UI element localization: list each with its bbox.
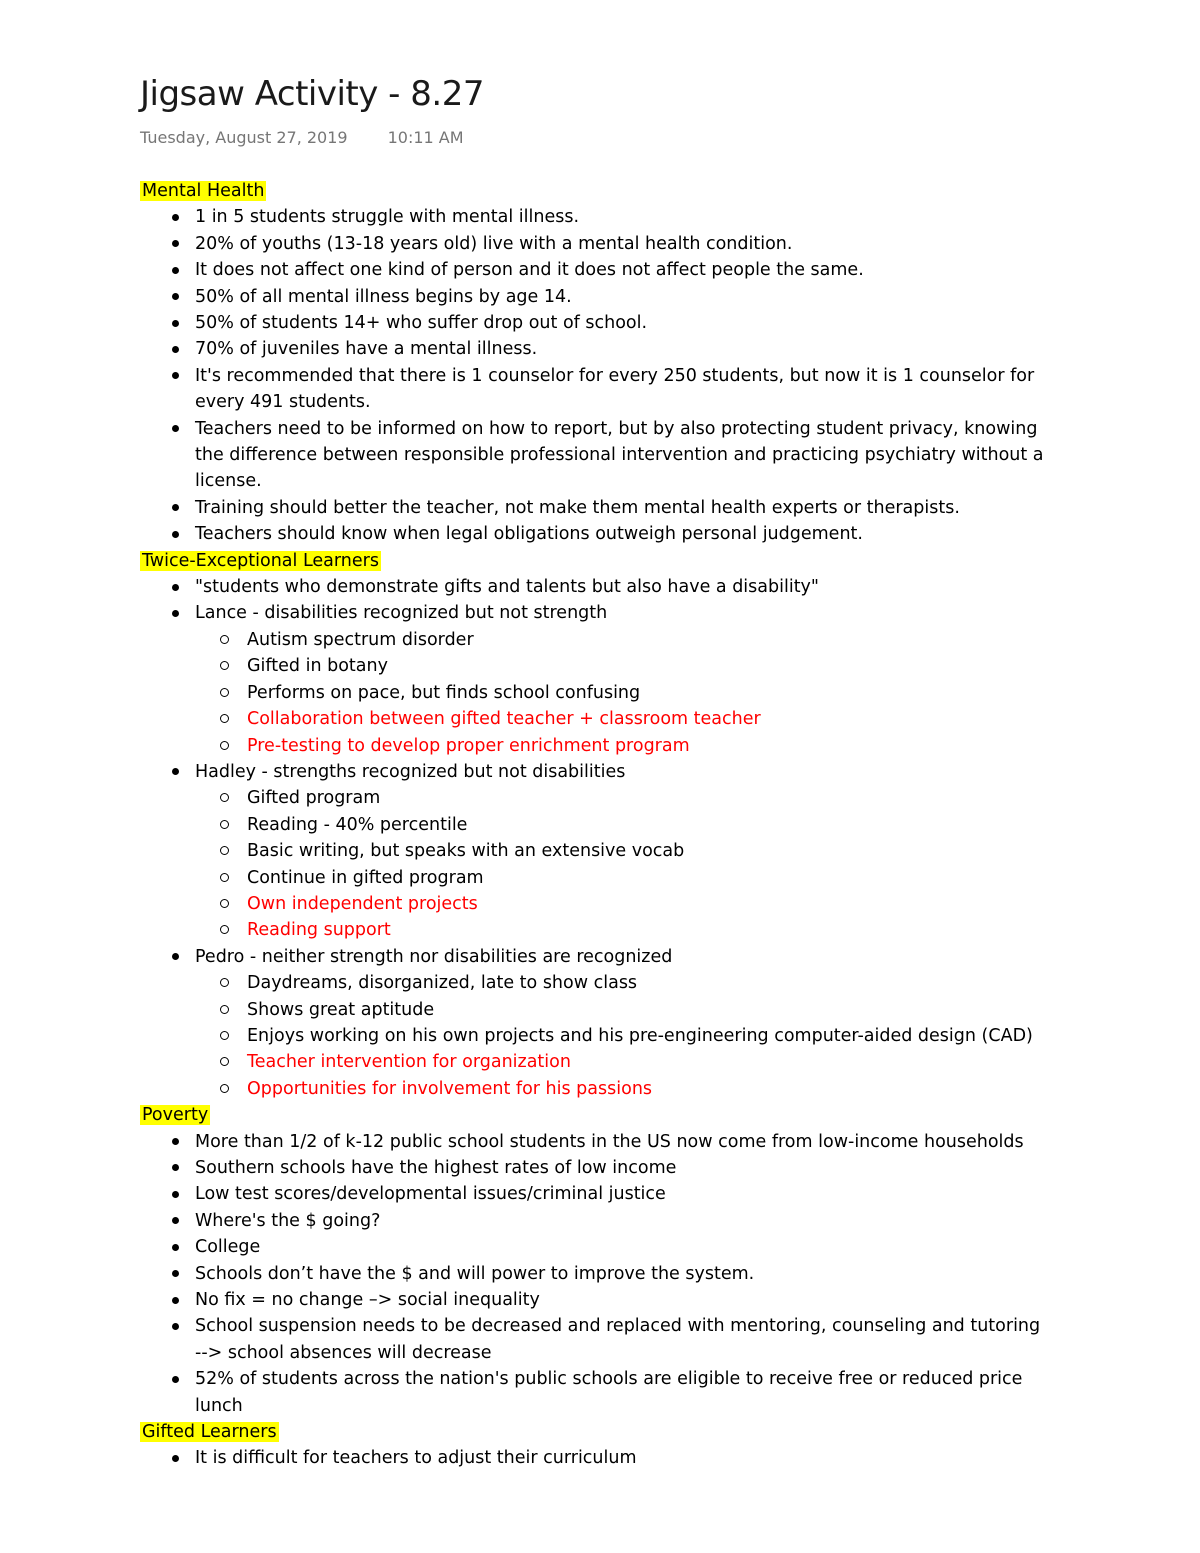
section-heading-twice-exceptional: Twice-Exceptional Learners — [142, 550, 379, 571]
bullet-icon — [172, 1270, 179, 1277]
bullet-icon — [172, 768, 179, 775]
list-item: 52% of students across the nation's public schools are eligible to receive free or reduced price lunch — [140, 1366, 1050, 1419]
hadley-sublist — [140, 785, 1050, 943]
list-item-hadley: Hadley - strengths recognized but not disabilities Gifted program Reading - 40% percentile Basic writing, but speaks with an extensive vocab Continue in gifted program Own independent projects Reading support — [140, 759, 1050, 944]
sublist-item: Gifted in botany — [195, 653, 1050, 679]
page-date: Tuesday, August 27, 2019 — [140, 128, 348, 147]
hollow-bullet-icon — [220, 793, 229, 802]
sublist-item: Reading - 40% percentile — [195, 812, 1050, 838]
list-item: Teachers should know when legal obligations outweigh personal judgement. — [140, 521, 1050, 547]
bullet-icon — [172, 425, 179, 432]
bullet-icon — [172, 214, 179, 221]
bullet-icon — [172, 267, 179, 274]
section-heading-gifted-learners: Gifted Learners — [142, 1422, 277, 1443]
list-item: College — [140, 1234, 1050, 1260]
bullet-icon — [172, 293, 179, 300]
list-item: Training should better the teacher, not make them mental health experts or therapists. — [140, 495, 1050, 521]
hollow-bullet-icon — [220, 1031, 229, 1040]
bullet-icon — [172, 531, 179, 538]
bullet-icon — [172, 953, 179, 960]
lance-sublist — [140, 627, 1050, 759]
bullet-icon — [172, 1455, 179, 1462]
list-item: 50% of students 14+ who suffer drop out of school. — [140, 310, 1050, 336]
hollow-bullet-icon — [220, 714, 229, 723]
sublist-item-emphasis: Collaboration between gifted teacher + classroom teacher — [195, 706, 1050, 732]
sublist-item-emphasis: Reading support — [195, 917, 1050, 943]
sublist-item-emphasis: Pre-testing to develop proper enrichment program — [195, 733, 1050, 759]
bullet-icon — [172, 1376, 179, 1383]
hollow-bullet-icon — [220, 873, 229, 882]
bullet-icon — [172, 240, 179, 247]
bullet-icon — [172, 1323, 179, 1330]
hollow-bullet-icon — [220, 1057, 229, 1066]
hollow-bullet-icon — [220, 635, 229, 644]
list-item: No fix = no change –> social inequality — [140, 1287, 1050, 1313]
section-heading-mental-health: Mental Health — [142, 181, 265, 201]
section-heading-poverty: Poverty — [142, 1105, 209, 1126]
twice-exceptional-list — [140, 574, 1050, 1102]
sublist-item: Performs on pace, but finds school confusing — [195, 680, 1050, 706]
bullet-icon — [172, 584, 179, 591]
hollow-bullet-icon — [220, 1084, 229, 1093]
bullet-icon — [172, 1297, 179, 1304]
list-item: 20% of youths (13-18 years old) live with a mental health condition. — [140, 231, 1050, 257]
bullet-icon — [172, 1138, 179, 1145]
list-item-lance: Lance - disabilities recognized but not strength Autism spectrum disorder Gifted in botany Performs on pace, but finds school confusing Collaboration between gifted teacher + classroom teacher Pre-testing to develop proper enrichment program — [140, 600, 1050, 758]
list-item: Low test scores/developmental issues/criminal justice — [140, 1181, 1050, 1207]
sublist-item-emphasis: Opportunities for involvement for his passions — [195, 1076, 1050, 1102]
sublist-item-emphasis: Own independent projects — [195, 891, 1050, 917]
hollow-bullet-icon — [220, 899, 229, 908]
bullet-icon — [172, 1164, 179, 1171]
page-title: Jigsaw Activity - 8.27 — [140, 74, 484, 114]
hollow-bullet-icon — [220, 741, 229, 750]
pedro-sublist — [140, 970, 1050, 1102]
hollow-bullet-icon — [220, 688, 229, 697]
page-timestamp — [140, 128, 464, 147]
bullet-icon — [172, 1217, 179, 1224]
gifted-learners-list — [140, 1445, 1050, 1471]
bullet-icon — [172, 610, 179, 617]
hollow-bullet-icon — [220, 820, 229, 829]
note-body[interactable] — [140, 178, 1050, 1472]
sublist-item: Enjoys working on his own projects and his pre-engineering computer-aided design (CAD) — [195, 1023, 1050, 1049]
bullet-icon — [172, 1191, 179, 1198]
hollow-bullet-icon — [220, 978, 229, 987]
sublist-item: Gifted program — [195, 785, 1050, 811]
bullet-icon — [172, 320, 179, 327]
hollow-bullet-icon — [220, 925, 229, 934]
sublist-item: Daydreams, disorganized, late to show class — [195, 970, 1050, 996]
bullet-icon — [172, 372, 179, 379]
bullet-icon — [172, 346, 179, 353]
list-item-pedro: Pedro - neither strength nor disabilities are recognized Daydreams, disorganized, late to show class Shows great aptitude Enjoys working on his own projects and his pre-engineering computer-aided design (CAD) Teacher intervention for organization Opportunities for involvement for his passions — [140, 944, 1050, 1102]
bullet-icon — [172, 1244, 179, 1251]
list-item: "students who demonstrate gifts and talents but also have a disability" — [140, 574, 1050, 600]
list-item: 50% of all mental illness begins by age 14. — [140, 284, 1050, 310]
list-item: More than 1/2 of k-12 public school students in the US now come from low-income households — [140, 1129, 1050, 1155]
list-item: 1 in 5 students struggle with mental illness. — [140, 204, 1050, 230]
list-item: It is difficult for teachers to adjust their curriculum — [140, 1445, 1050, 1471]
page-time: 10:11 AM — [387, 128, 464, 147]
list-item: It does not affect one kind of person and it does not affect people the same. — [140, 257, 1050, 283]
sublist-item: Continue in gifted program — [195, 865, 1050, 891]
bullet-icon — [172, 504, 179, 511]
list-item: Teachers need to be informed on how to report, but by also protecting student privacy, knowing the difference between responsible professional intervention and practicing psychiatry without a license. — [140, 416, 1050, 495]
list-item: School suspension needs to be decreased and replaced with mentoring, counseling and tutoring --> school absences will decrease — [140, 1313, 1050, 1366]
sublist-item: Shows great aptitude — [195, 997, 1050, 1023]
sublist-item-emphasis: Teacher intervention for organization — [195, 1049, 1050, 1075]
mental-health-list — [140, 204, 1050, 547]
sublist-item: Autism spectrum disorder — [195, 627, 1050, 653]
hollow-bullet-icon — [220, 846, 229, 855]
sublist-item: Basic writing, but speaks with an extensive vocab — [195, 838, 1050, 864]
list-item: It's recommended that there is 1 counselor for every 250 students, but now it is 1 counselor for every 491 students. — [140, 363, 1050, 416]
hollow-bullet-icon — [220, 1005, 229, 1014]
list-item: 70% of juveniles have a mental illness. — [140, 336, 1050, 362]
hollow-bullet-icon — [220, 661, 229, 670]
list-item: Where's the $ going? — [140, 1208, 1050, 1234]
list-item: Southern schools have the highest rates of low income — [140, 1155, 1050, 1181]
list-item: Schools don’t have the $ and will power to improve the system. — [140, 1261, 1050, 1287]
poverty-list — [140, 1129, 1050, 1419]
